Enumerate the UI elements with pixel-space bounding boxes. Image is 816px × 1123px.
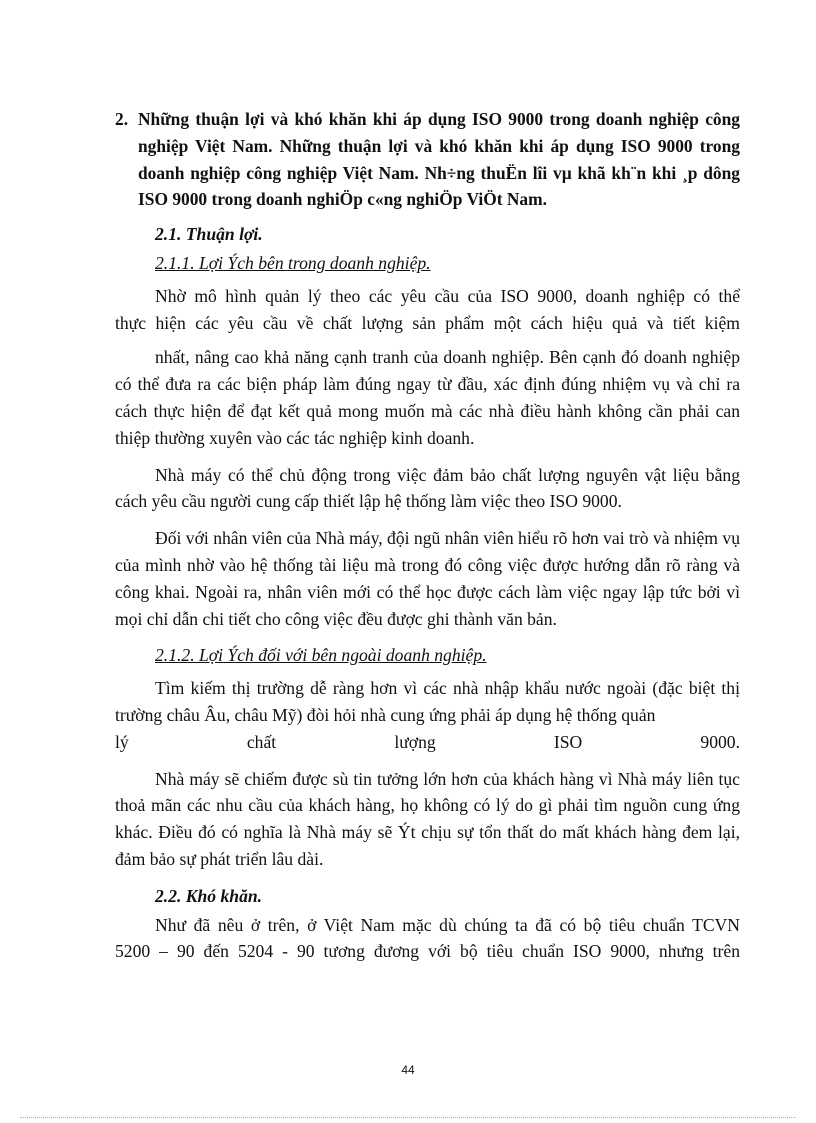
- paragraph-1-line-1: Nhờ mô hình quản lý theo các yêu cầu của ISO 9000, doanh nghiệp có thể: [155, 285, 740, 306]
- paragraph-1-rest: nhất, nâng cao khả năng cạnh tranh của doanh nghiệp. Bên cạnh đó doanh nghiệp có thể đưa ra các biện pháp làm đúng ngay từ đầu, xác định đúng nhiệm vụ và chỉ ra cách thực hiện để đạt kết quả mong muốn mà các nhà điều hành không cần phải can thiệp thường xuyên vào các tác nghiệp kinh doanh.: [115, 347, 740, 448]
- subsubheading-external-benefits: 2.1.2. Lợi Ých đối với bên ngoài doanh nghiệp.: [155, 645, 487, 666]
- paragraph-1-line-2: thực hiện các yêu cầu về chất lượng sản phẩm một cách hiệu quả và tiết kiệm: [115, 312, 740, 333]
- section-heading: [115, 106, 740, 213]
- section-number: 2.: [115, 109, 129, 129]
- paragraph-4-main: Tìm kiếm thị trường dễ ràng hơn vì các nhà nhập khẩu nước ngoài (đặc biệt thị trường châu Âu, châu Mỹ) đòi hỏi nhà cung ứng phải áp dụng hệ thống quản: [115, 678, 740, 725]
- subsubheading-internal-benefits: 2.1.1. Lợi Ých bên trong doanh nghiệp.: [155, 252, 431, 273]
- paragraph-5: Nhà máy sẽ chiếm được sù tin tưởng lớn hơn của khách hàng vì Nhà máy liên tục thoả mãn các nhu cầu của khách hàng, họ không có lý do gì phải tìm nguồn cung ứng khác. Điều đó có nghĩa là Nhà máy sẽ Ýt chịu sự tổn thất do mất khách hàng đem lại, đảm bảo sự phát triển lâu dài.: [115, 768, 740, 869]
- paragraph-4-last-line: lý chất lượng ISO 9000.: [115, 731, 740, 752]
- section-heading-text: Những thuận lợi và khó khăn khi áp dụng ISO 9000 trong doanh nghiệp công nghiệp Việt Nam. Những thuận lợi và khó khăn khi áp dụng ISO 9000 trong doanh nghiệp công nghiệp Việt Nam. Nh÷ng thuËn lîi vµ khã kh¨n khi ¸p dông ISO 9000 trong doanh nghiÖp c«ng nghiÖp ViÖt Nam.: [138, 109, 740, 210]
- page-content: [115, 106, 740, 965]
- paragraph-1: [115, 283, 740, 452]
- paragraph-4: [115, 675, 740, 755]
- paragraph-3: Đối với nhân viên của Nhà máy, đội ngũ nhân viên hiểu rõ hơn vai trò và nhiệm vụ của mình nhờ vào hệ thống tài liệu mà trong đó công việc được hướng dẫn rõ ràng và công khai. Ngoài ra, nhân viên mới có thể học được cách làm việc ngay lập tức bởi vì mọi chỉ dẫn chi tiết cho công việc đều được ghi thành văn bản.: [115, 528, 740, 629]
- page-bottom-divider: [20, 1117, 796, 1118]
- subheading-difficulties: 2.2. Khó khăn.: [155, 885, 263, 906]
- subheading-advantages: 2.1. Thuận lợi.: [155, 224, 263, 245]
- paragraph-2: Nhà máy có thể chủ động trong việc đảm bảo chất lượng nguyên vật liệu bằng cách yêu cầu người cung cấp thiết lập hệ thống làm việc theo ISO 9000.: [115, 464, 740, 512]
- paragraph-6: [115, 912, 740, 966]
- paragraph-6-line-2: 5200 – 90 đến 5204 - 90 tương đương với bộ tiêu chuẩn ISO 9000, nhưng trên: [115, 941, 740, 962]
- page-number: 44: [401, 1063, 415, 1077]
- paragraph-6-line-1: Như đã nêu ở trên, ở Việt Nam mặc dù chúng ta đã có bộ tiêu chuẩn TCVN: [155, 914, 740, 935]
